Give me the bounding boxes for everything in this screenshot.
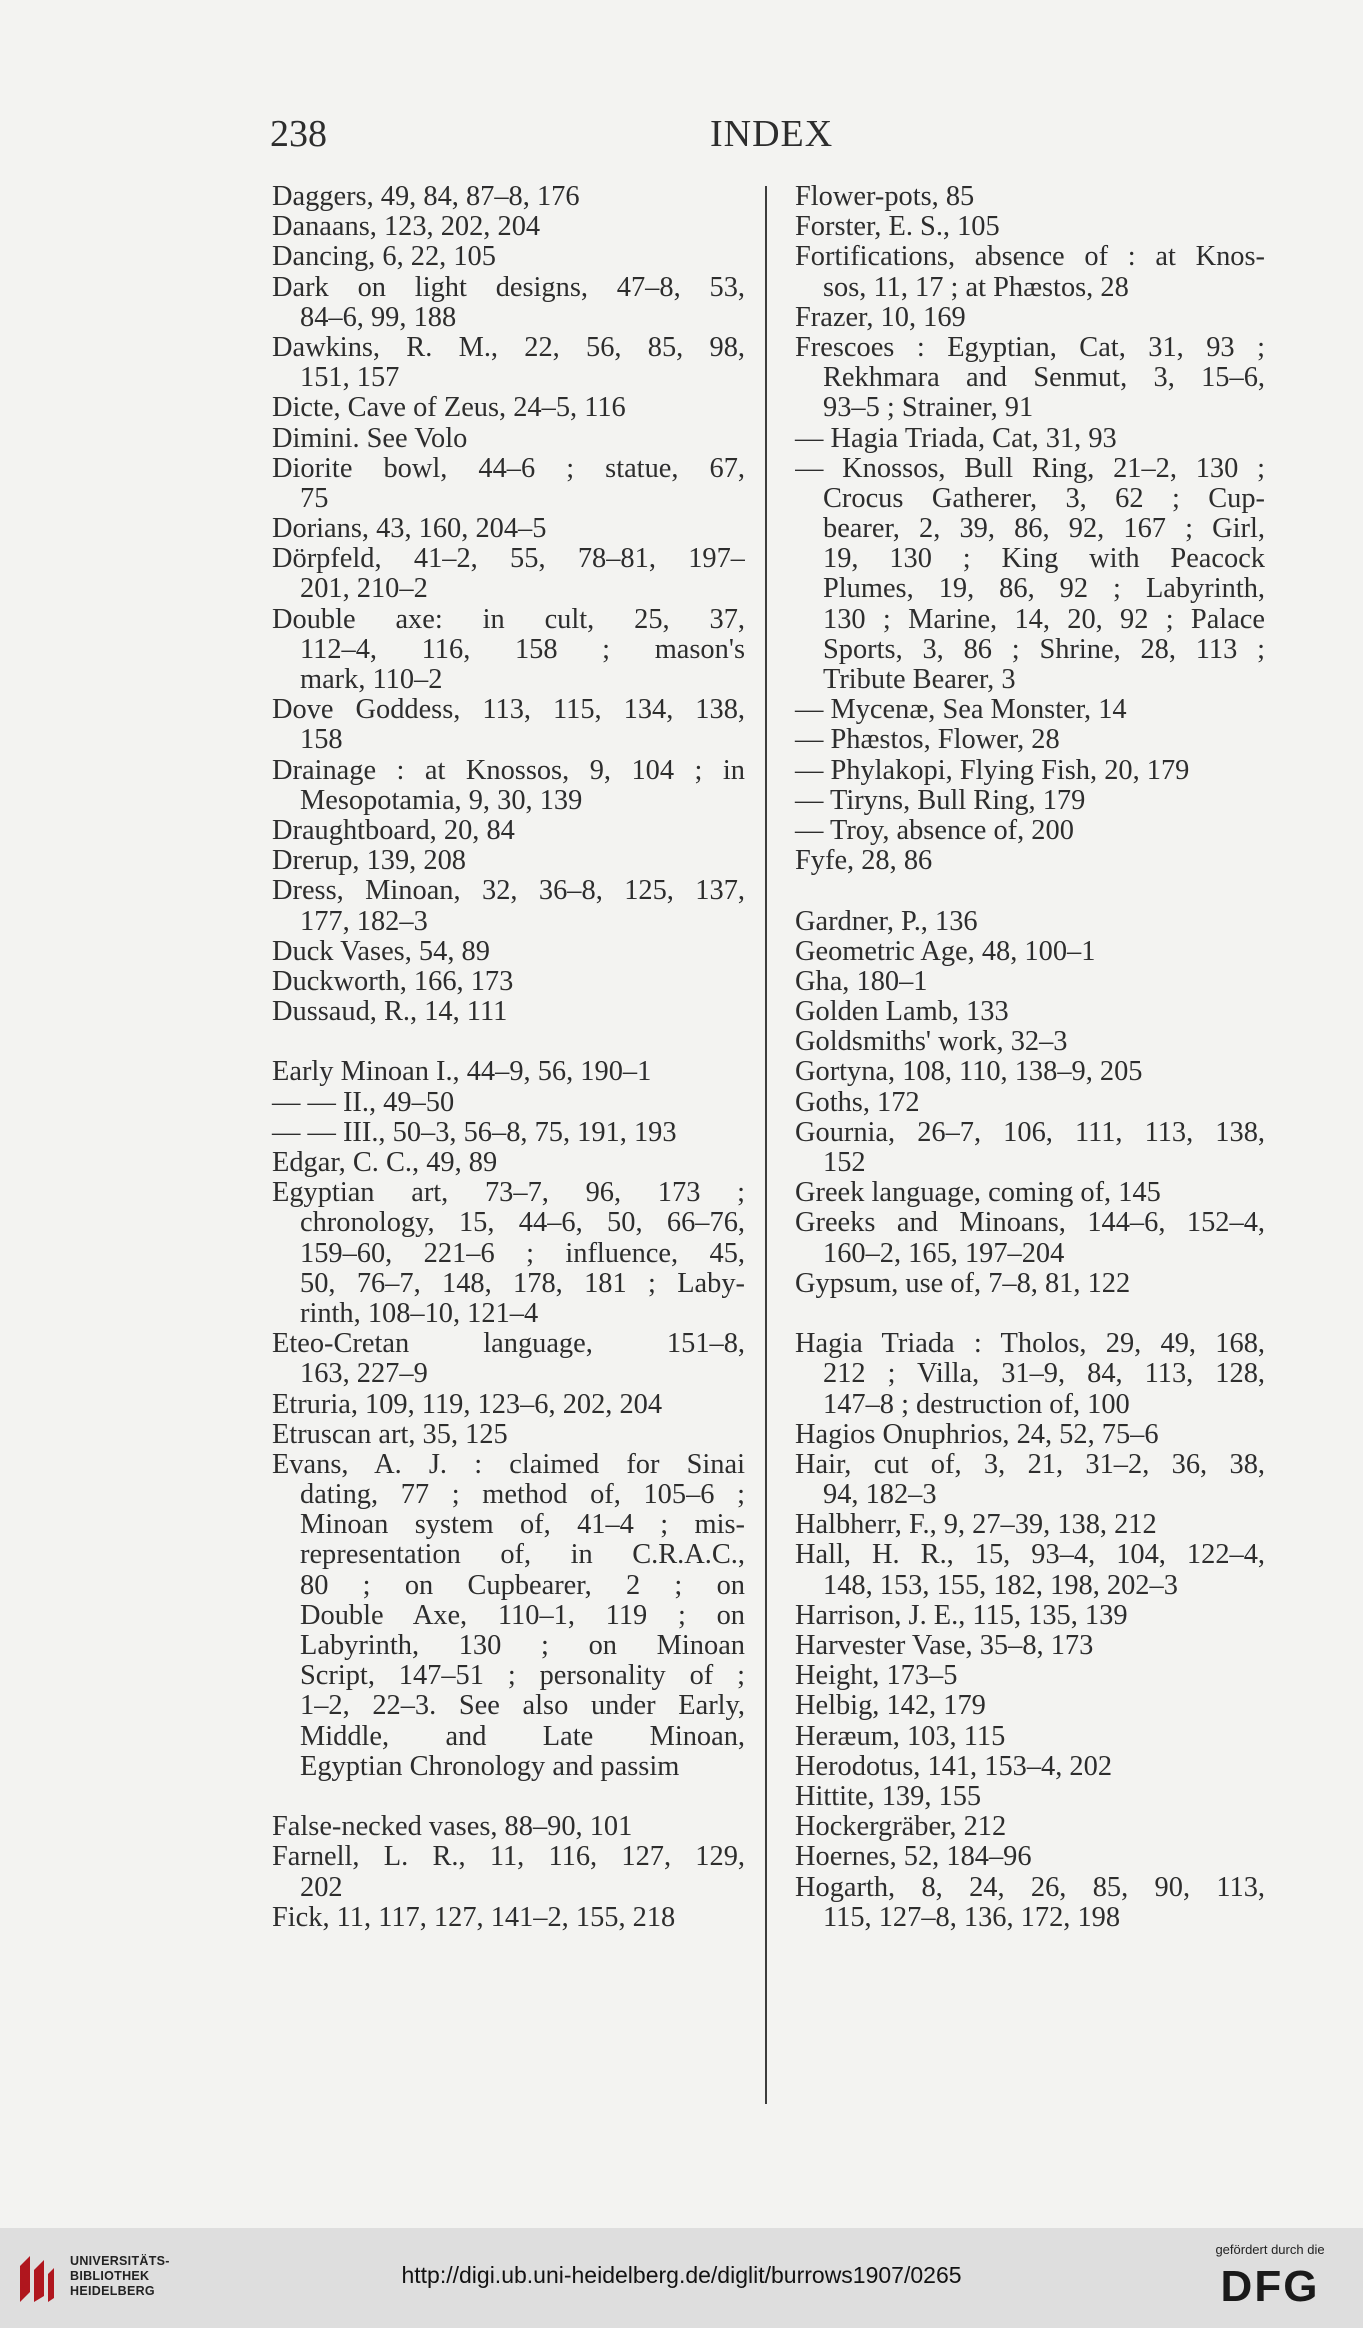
entry-continuation-line: 19, 130 ; King with Peacock	[823, 544, 1265, 575]
permalink-url[interactable]: http://digi.ub.uni-heidelberg.de/diglit/burrows1907/0265	[401, 2262, 962, 2288]
entry-continuation-line: 93–5 ; Strainer, 91	[823, 392, 1034, 424]
entry-line: Height, 173–5	[795, 1660, 958, 1692]
entry-line: — Hagia Triada, Cat, 31, 93	[795, 422, 1117, 454]
index-entry	[795, 816, 1265, 846]
index-entry	[795, 1661, 1265, 1691]
entry-continuation-line: 201, 210–2	[300, 573, 428, 605]
entry-continuation-line: Double Axe, 110–1, 119 ; on	[300, 1600, 745, 1631]
entry-line: — Phæstos, Flower, 28	[795, 724, 1060, 756]
index-entry	[272, 695, 745, 755]
entry-continuation-line: 177, 182–3	[300, 905, 428, 937]
entry-continuation-line: 130 ; Marine, 14, 20, 92 ; Palace	[823, 604, 1265, 635]
index-entry	[795, 212, 1265, 242]
entry-line: Egyptian art, 73–7, 96, 173 ;	[272, 1178, 745, 1209]
index-entry	[272, 212, 745, 242]
index-column-right	[795, 182, 1265, 1933]
entry-line: Gortyna, 108, 110, 138–9, 205	[795, 1056, 1143, 1088]
entry-continuation-line: Egyptian Chronology and passim	[300, 1750, 680, 1782]
dfg-logo-icon	[1205, 2261, 1335, 2307]
entry-line: — Phylakopi, Flying Fish, 20, 179	[795, 754, 1190, 786]
index-entry	[795, 1450, 1265, 1510]
index-entry	[795, 242, 1265, 302]
entry-line: — Mycenæ, Sea Monster, 14	[795, 694, 1127, 726]
section-gap	[272, 1782, 745, 1812]
entry-line: Edgar, C. C., 49, 89	[272, 1147, 498, 1178]
index-entry	[795, 1691, 1265, 1721]
index-entry	[272, 1148, 745, 1178]
index-entry	[272, 544, 745, 604]
library-name-line: UNIVERSITÄTS-	[70, 2254, 170, 2268]
entry-continuation-line: Minoan system of, 41–4 ; mis-	[300, 1510, 745, 1541]
entry-line: Evans, A. J. : claimed for Sinai	[272, 1449, 745, 1480]
entry-line: Dimini. See Volo	[272, 422, 468, 454]
index-entry	[272, 273, 745, 333]
entry-line: Goldsmiths' work, 32–3	[795, 1026, 1068, 1058]
index-entry	[795, 907, 1265, 937]
entry-continuation-line: 94, 182–3	[823, 1479, 937, 1511]
index-entry	[272, 1390, 745, 1420]
entry-line: Forster, E. S., 105	[795, 211, 1000, 243]
entry-line: Dove Goddess, 113, 115, 134, 138,	[272, 695, 745, 726]
entry-continuation-line: Script, 147–51 ; personality of ;	[300, 1661, 745, 1692]
index-entry	[795, 1329, 1265, 1420]
column-divider	[765, 186, 767, 2104]
entry-continuation-line: Tribute Bearer, 3	[823, 664, 1016, 695]
entry-continuation-line: representation of, in C.R.A.C.,	[300, 1540, 745, 1571]
index-entry	[795, 1269, 1265, 1299]
entry-continuation-line: 84–6, 99, 188	[300, 301, 457, 333]
entry-continuation-line: 148, 153, 155, 182, 198, 202–3	[823, 1569, 1178, 1601]
entry-line: Gypsum, use of, 7–8, 81, 122	[795, 1267, 1131, 1299]
index-entry	[795, 1420, 1265, 1450]
page-title: INDEX	[710, 113, 834, 155]
index-entry	[795, 786, 1265, 816]
index-entry	[795, 1208, 1265, 1268]
index-entry	[272, 182, 745, 212]
entry-line: — Tiryns, Bull Ring, 179	[795, 784, 1086, 816]
entry-line: False-necked vases, 88–90, 101	[272, 1811, 633, 1843]
index-entry	[272, 424, 745, 454]
entry-continuation-line: rinth, 108–10, 121–4	[300, 1297, 539, 1329]
entry-continuation-line: dating, 77 ; method of, 105–6 ;	[300, 1480, 745, 1511]
index-entry	[795, 1510, 1265, 1540]
entry-line: Danaans, 123, 202, 204	[272, 211, 541, 243]
entry-continuation-line: 159–60, 221–6 ; influence, 45,	[300, 1238, 745, 1269]
index-entry	[795, 1027, 1265, 1057]
entry-line: Golden Lamb, 133	[795, 996, 1009, 1028]
entry-line: Eteo-Cretan language, 151–8,	[272, 1329, 745, 1360]
entry-line: — Troy, absence of, 200	[795, 814, 1074, 846]
entry-line: Etruscan art, 35, 125	[272, 1418, 508, 1450]
footer-bar	[0, 2228, 1363, 2328]
entry-line: — — II., 49–50	[272, 1086, 455, 1118]
index-entry	[795, 1752, 1265, 1782]
index-entry	[272, 876, 745, 936]
entry-line: Draughtboard, 20, 84	[272, 814, 515, 846]
index-entry	[272, 393, 745, 423]
entry-continuation-line: 1–2, 22–3. See also under Early,	[300, 1691, 745, 1722]
section-gap	[795, 1299, 1265, 1329]
entry-continuation-line: 160–2, 165, 197–204	[823, 1237, 1065, 1269]
entry-line: Hair, cut of, 3, 21, 31–2, 36, 38,	[795, 1449, 1265, 1480]
entry-line: Early Minoan I., 44–9, 56, 190–1	[272, 1056, 652, 1088]
page-number: 238	[270, 113, 327, 155]
entry-continuation-line: Sports, 3, 86 ; Shrine, 28, 113 ;	[823, 634, 1265, 665]
index-entry	[795, 1812, 1265, 1842]
entry-continuation-line: 202	[300, 1871, 343, 1903]
index-entry	[795, 1057, 1265, 1087]
entry-continuation-line: chronology, 15, 44–6, 50, 66–76,	[300, 1208, 745, 1239]
entry-line: — Knossos, Bull Ring, 21–2, 130 ;	[795, 453, 1265, 484]
entry-line: Hogarth, 8, 24, 26, 85, 90, 113,	[795, 1872, 1265, 1903]
library-name-line: BIBLIOTHEK	[70, 2269, 150, 2283]
entry-continuation-line: mark, 110–2	[300, 664, 443, 695]
index-entry	[795, 695, 1265, 725]
entry-continuation-line: Plumes, 19, 86, 92 ; Labyrinth,	[823, 574, 1265, 605]
index-entry	[795, 1873, 1265, 1933]
entry-line: Hoernes, 52, 184–96	[795, 1841, 1032, 1873]
entry-line: Greek language, coming of, 145	[795, 1177, 1161, 1209]
entry-line: Hittite, 139, 155	[795, 1780, 982, 1812]
index-entry	[795, 756, 1265, 786]
index-entry	[272, 1057, 745, 1087]
entry-line: Gardner, P., 136	[795, 905, 978, 937]
entry-line: Dress, Minoan, 32, 36–8, 125, 137,	[272, 876, 745, 907]
index-entry	[272, 1420, 745, 1450]
entry-line: Double axe: in cult, 25, 37,	[272, 604, 745, 635]
entry-continuation-line: 75	[300, 482, 329, 514]
entry-line: Herodotus, 141, 153–4, 202	[795, 1750, 1113, 1782]
entry-continuation-line: 152	[823, 1147, 866, 1178]
entry-line: Hockergräber, 212	[795, 1811, 1007, 1843]
entry-line: Gournia, 26–7, 106, 111, 113, 138,	[795, 1117, 1265, 1148]
entry-continuation-line: 80 ; on Cupbearer, 2 ; on	[300, 1570, 745, 1601]
entry-line: Hagios Onuphrios, 24, 52, 75–6	[795, 1418, 1159, 1450]
sponsor-caption: gefördert durch die	[1215, 2242, 1325, 2257]
entry-line: Etruria, 109, 119, 123–6, 202, 204	[272, 1388, 663, 1420]
svg-text:DFG: DFG	[1220, 2262, 1320, 2307]
entry-continuation-line: 212 ; Villa, 31–9, 84, 113, 128,	[823, 1359, 1265, 1390]
index-entry	[795, 454, 1265, 696]
entry-line: Fortifications, absence of : at Knos-	[795, 242, 1265, 273]
entry-line: Farnell, L. R., 11, 116, 127, 129,	[272, 1842, 745, 1873]
index-entry	[272, 1329, 745, 1389]
index-entry	[795, 182, 1265, 212]
entry-line: Flower-pots, 85	[795, 181, 975, 212]
entry-line: Goths, 172	[795, 1086, 920, 1118]
index-entry	[795, 424, 1265, 454]
index-entry	[795, 1842, 1265, 1872]
index-entry	[272, 967, 745, 997]
sponsor-logo[interactable]	[1195, 2242, 1345, 2318]
index-entry	[795, 997, 1265, 1027]
entry-line: Halbherr, F., 9, 27–39, 138, 212	[795, 1509, 1157, 1541]
entry-line: Heræum, 103, 115	[795, 1720, 1006, 1752]
entry-continuation-line: Crocus Gatherer, 3, 62 ; Cup-	[823, 483, 1265, 514]
entry-line: Helbig, 142, 179	[795, 1690, 986, 1722]
index-column-left	[272, 182, 745, 1933]
entry-continuation-line: 115, 127–8, 136, 172, 198	[823, 1901, 1121, 1933]
entry-line: Dawkins, R. M., 22, 56, 85, 98,	[272, 332, 745, 363]
entry-line: Greeks and Minoans, 144–6, 152–4,	[795, 1208, 1265, 1239]
entry-line: Dark on light designs, 47–8, 53,	[272, 272, 745, 303]
entry-continuation-line: Labyrinth, 130 ; on Minoan	[300, 1631, 745, 1661]
index-entry	[272, 756, 745, 816]
index-entry	[795, 1178, 1265, 1208]
entry-line: Fyfe, 28, 86	[795, 845, 933, 877]
index-entry	[272, 1812, 745, 1842]
index-entry	[795, 725, 1265, 755]
index-entry	[272, 816, 745, 846]
index-entry	[795, 1722, 1265, 1752]
entry-continuation-line: Middle, and Late Minoan,	[300, 1721, 745, 1752]
entry-continuation-line: 147–8 ; destruction of, 100	[823, 1388, 1130, 1420]
index-entry	[795, 1601, 1265, 1631]
index-entry	[272, 333, 745, 393]
entry-line: Drainage : at Knossos, 9, 104 ; in	[272, 755, 745, 786]
entry-line: Dorians, 43, 160, 204–5	[272, 513, 547, 545]
index-entry	[272, 1450, 745, 1782]
entry-continuation-line: 151, 157	[300, 362, 400, 394]
index-entry	[795, 846, 1265, 876]
index-entry	[795, 1631, 1265, 1661]
index-entry	[272, 514, 745, 544]
entry-line: Drerup, 139, 208	[272, 845, 466, 877]
library-name-line: HEIDELBERG	[70, 2284, 155, 2298]
index-entry	[795, 1088, 1265, 1118]
entry-line: Dancing, 6, 22, 105	[272, 241, 496, 273]
index-entry	[272, 1118, 745, 1148]
index-entry	[272, 1842, 745, 1902]
index-entry	[272, 1903, 745, 1933]
index-entry	[272, 605, 745, 696]
index-entry	[272, 454, 745, 514]
entry-continuation-line: sos, 11, 17 ; at Phæstos, 28	[823, 271, 1129, 303]
entry-line: Harrison, J. E., 115, 135, 139	[795, 1599, 1128, 1631]
entry-line: Hagia Triada : Tholos, 29, 49, 168,	[795, 1329, 1265, 1360]
entry-line: Duck Vases, 54, 89	[272, 935, 490, 967]
index-entry	[795, 1782, 1265, 1812]
index-entry	[795, 303, 1265, 333]
index-entry	[795, 937, 1265, 967]
section-gap	[272, 1027, 745, 1057]
index-entry	[272, 997, 745, 1027]
entry-continuation-line: Rekhmara and Senmut, 3, 15–6,	[823, 363, 1265, 394]
index-entry	[795, 1118, 1265, 1178]
entry-line: Daggers, 49, 84, 87–8, 176	[272, 181, 580, 212]
entry-continuation-line: bearer, 2, 39, 86, 92, 167 ; Girl,	[823, 514, 1265, 545]
entry-line: Frazer, 10, 169	[795, 301, 966, 333]
section-gap	[795, 876, 1265, 906]
entry-continuation-line: Mesopotamia, 9, 30, 139	[300, 784, 583, 816]
index-entry	[272, 242, 745, 272]
entry-line: Dicte, Cave of Zeus, 24–5, 116	[272, 392, 626, 424]
entry-line: Dörpfeld, 41–2, 55, 78–81, 197–	[272, 544, 745, 575]
entry-line: Hall, H. R., 15, 93–4, 104, 122–4,	[795, 1540, 1265, 1571]
entry-line: Duckworth, 166, 173	[272, 965, 514, 997]
index-entry	[795, 967, 1265, 997]
index-entry	[795, 333, 1265, 424]
entry-line: — — III., 50–3, 56–8, 75, 191, 193	[272, 1116, 677, 1148]
index-entry	[795, 1540, 1265, 1600]
index-entry	[272, 937, 745, 967]
entry-line: Frescoes : Egyptian, Cat, 31, 93 ;	[795, 332, 1265, 363]
entry-line: Harvester Vase, 35–8, 173	[795, 1630, 1094, 1661]
entry-continuation-line: 112–4, 116, 158 ; mason's	[300, 634, 745, 665]
entry-line: Diorite bowl, 44–6 ; statue, 67,	[272, 453, 745, 484]
index-entry	[272, 846, 745, 876]
entry-line: Fick, 11, 117, 127, 141–2, 155, 218	[272, 1901, 676, 1933]
index-entry	[272, 1088, 745, 1118]
running-head	[270, 112, 1070, 160]
entry-line: Gha, 180–1	[795, 965, 928, 997]
entry-line: Geometric Age, 48, 100–1	[795, 935, 1096, 967]
entry-line: Dussaud, R., 14, 111	[272, 996, 508, 1028]
index-entry	[272, 1178, 745, 1329]
entry-continuation-line: 158	[300, 724, 343, 756]
entry-continuation-line: 50, 76–7, 148, 178, 181 ; Laby-	[300, 1268, 745, 1299]
entry-continuation-line: 163, 227–9	[300, 1358, 428, 1390]
